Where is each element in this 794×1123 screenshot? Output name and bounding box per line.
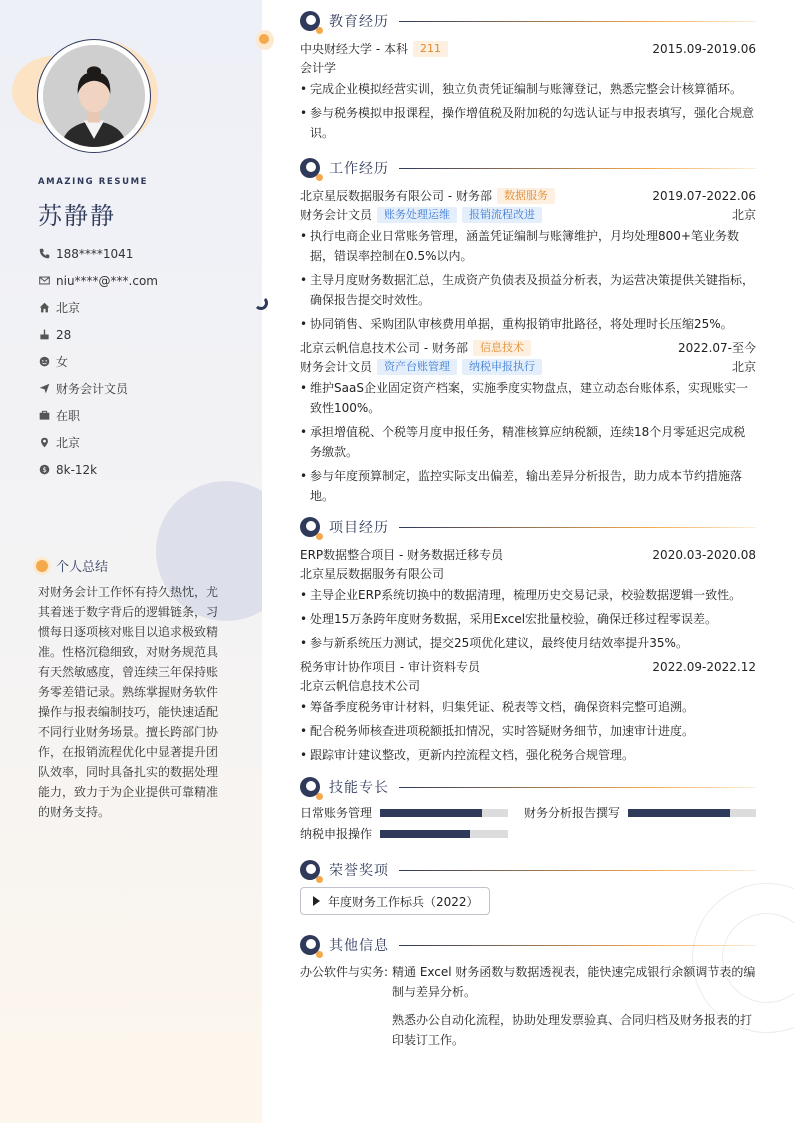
location-icon bbox=[38, 437, 50, 449]
skill-bar bbox=[380, 830, 508, 838]
send-icon bbox=[38, 383, 50, 395]
other-info bbox=[300, 962, 756, 1058]
info-text: niu****@***.com bbox=[56, 273, 158, 288]
section-icon bbox=[300, 777, 320, 797]
info-gender bbox=[38, 348, 158, 375]
other-label: 办公软件与实务: bbox=[300, 965, 389, 979]
company-name: 北京星辰数据服务有限公司 - 财务部 bbox=[300, 189, 492, 203]
skill-name: 财务分析报告撰写 bbox=[524, 806, 621, 820]
info-text: 188****1041 bbox=[56, 246, 134, 261]
major-row bbox=[300, 58, 756, 77]
major: 会计学 bbox=[300, 61, 337, 75]
project-name: 税务审计协作项目 - 审计资料专员 bbox=[300, 660, 480, 674]
list-item: • 主导企业ERP系统切换中的数据清理，梳理历史交易记录，校验数据逻辑一致性。 bbox=[300, 585, 756, 605]
section-icon bbox=[300, 935, 320, 955]
section-heading bbox=[300, 10, 756, 32]
salary-icon bbox=[38, 464, 50, 476]
section-divider bbox=[399, 527, 756, 528]
skill-level-fill bbox=[380, 830, 470, 838]
education-row bbox=[300, 39, 756, 58]
list-item: • 主导月度财务数据汇总，生成资产负债表及损益分析表，为运营决策提供关键指标，确保报告提交时效性。 bbox=[300, 270, 756, 310]
skill-item bbox=[300, 804, 524, 821]
role-tag: 报销流程改进 bbox=[462, 207, 542, 223]
section-icon bbox=[300, 158, 320, 178]
decorative-dot bbox=[256, 30, 274, 50]
skills-grid bbox=[300, 804, 756, 842]
play-triangle-icon bbox=[313, 896, 320, 906]
job-bullets bbox=[300, 226, 756, 334]
skill-item bbox=[300, 825, 524, 842]
info-text: 财务会计文员 bbox=[56, 382, 129, 396]
other-section bbox=[300, 934, 756, 1058]
section-title: 项目经历 bbox=[329, 520, 389, 536]
info-city bbox=[38, 294, 158, 321]
skill-name: 日常账务管理 bbox=[300, 806, 373, 820]
info-text: 北京 bbox=[56, 436, 81, 450]
project-header bbox=[300, 657, 756, 676]
skill-level-fill bbox=[628, 809, 730, 817]
industry-tag: 数据服务 bbox=[497, 188, 555, 204]
mail-icon bbox=[38, 275, 50, 287]
section-title: 教育经历 bbox=[329, 14, 389, 30]
avatar-frame bbox=[37, 39, 151, 153]
other-paragraph: 精通 Excel 财务函数与数据透视表，能快速完成银行余额调节表的编制与差异分析。 bbox=[392, 965, 756, 999]
svg-text:$: $ bbox=[41, 465, 47, 474]
projects-section bbox=[300, 516, 756, 769]
phone-icon bbox=[38, 248, 50, 260]
role-tag: 账务处理运维 bbox=[377, 207, 457, 223]
skill-name: 纳税申报操作 bbox=[300, 827, 373, 841]
section-divider bbox=[399, 787, 756, 788]
bullet-dot-icon bbox=[36, 560, 48, 572]
skill-bar bbox=[380, 809, 508, 817]
info-status bbox=[38, 402, 158, 429]
education-section bbox=[300, 10, 756, 147]
section-title: 荣誉奖项 bbox=[329, 863, 389, 879]
project-bullets bbox=[300, 585, 756, 653]
project-header bbox=[300, 545, 756, 564]
skills-section bbox=[300, 776, 756, 842]
job-city: 北京 bbox=[731, 208, 756, 222]
section-heading bbox=[300, 776, 756, 798]
work-section bbox=[300, 157, 756, 510]
list-item: • 参与税务模拟申报课程，操作增值税及附加税的勾选认证与申报表填写，强化合规意识。 bbox=[300, 103, 756, 143]
summary-heading bbox=[36, 556, 108, 575]
contact-info-list bbox=[38, 240, 158, 483]
summary-title: 个人总结 bbox=[56, 560, 109, 575]
section-heading bbox=[300, 157, 756, 179]
list-item: • 参与新系统压力测试，提交25项优化建议，最终使月结效率提升35%。 bbox=[300, 633, 756, 653]
list-item: • 跟踪审计建议整改，更新内控流程文档，强化税务合规管理。 bbox=[300, 745, 756, 765]
section-icon bbox=[300, 517, 320, 537]
section-divider bbox=[399, 870, 756, 871]
list-item: • 承担增值税、个税等月度申报任务，精准核算应纳税额，连续18个月零延迟完成税务缴款。 bbox=[300, 422, 756, 462]
section-icon bbox=[300, 860, 320, 880]
section-icon bbox=[300, 11, 320, 31]
section-heading bbox=[300, 934, 756, 956]
info-text: 8k-12k bbox=[56, 462, 98, 477]
project-name: ERP数据整合项目 - 财务数据迁移专员 bbox=[300, 548, 504, 562]
list-item: • 完成企业模拟经营实训，独立负责凭证编制与账簿登记，熟悉完整会计核算循环。 bbox=[300, 79, 756, 99]
job-date: 2019.07-2022.06 bbox=[652, 188, 756, 203]
list-item: • 配合税务师核查进项税额抵扣情况，实时答疑财务细节，加速审计进度。 bbox=[300, 721, 756, 741]
project-bullets bbox=[300, 697, 756, 765]
job-header bbox=[300, 338, 756, 357]
job-role-row bbox=[300, 357, 756, 376]
info-text: 女 bbox=[56, 355, 69, 369]
cake-icon bbox=[38, 329, 50, 341]
decorative-arc bbox=[254, 296, 268, 310]
role-tag: 资产台账管理 bbox=[377, 359, 457, 375]
briefcase-icon bbox=[38, 410, 50, 422]
summary-text: 对财务会计工作怀有持久热忱，尤其着迷于数字背后的逻辑链条，习惯每日逐项核对账目以追求极致精准。性格沉稳细致，对财务规范具有天然敏感度，曾连续三年保持账务零差错记录。熟练掌握财务软件操作与报表编制技巧，能快速适配不同行业财务场景。擅长跨部门协作，在报销流程优化中显著提升团队效率，同时具备扎实的数据处理能力，致力于为企业提供可靠精准的财务支持。 bbox=[38, 585, 219, 819]
school-name: 中央财经大学 - 本科 bbox=[300, 42, 408, 56]
section-heading bbox=[300, 859, 756, 881]
avatar bbox=[43, 45, 145, 147]
info-email bbox=[38, 267, 158, 294]
info-position bbox=[38, 375, 158, 402]
info-text: 28 bbox=[56, 327, 72, 342]
list-item: • 参与年度预算制定，监控实际支出偏差，输出差异分析报告，助力成本节约措施落地。 bbox=[300, 466, 756, 506]
list-item: • 处理15万条跨年度财务数据，采用Excel宏批量校验，确保迁移过程零误差。 bbox=[300, 609, 756, 629]
info-location bbox=[38, 429, 158, 456]
portrait-icon bbox=[43, 45, 145, 147]
section-title: 工作经历 bbox=[329, 161, 389, 177]
skill-level-fill bbox=[380, 809, 482, 817]
section-title: 技能专长 bbox=[329, 780, 389, 796]
project-date: 2022.09-2022.12 bbox=[652, 659, 756, 674]
project-company: 北京星辰数据服务有限公司 bbox=[300, 567, 445, 581]
list-item: • 协同销售、采购团队审核费用单据，重构报销审批路径，将处理时长压缩25%。 bbox=[300, 314, 756, 334]
education-date: 2015.09-2019.06 bbox=[652, 41, 756, 56]
section-heading bbox=[300, 516, 756, 538]
other-paragraph: 熟悉办公自动化流程，协助处理发票验真、合同归档及财务报表的打印装订工作。 bbox=[392, 1013, 753, 1047]
sidebar bbox=[0, 0, 262, 1123]
award-text: 年度财务工作标兵（2022） bbox=[328, 894, 479, 909]
section-divider bbox=[399, 168, 756, 169]
job-bullets bbox=[300, 378, 756, 506]
section-divider bbox=[399, 21, 756, 22]
skill-bar bbox=[628, 809, 756, 817]
industry-tag: 信息技术 bbox=[473, 340, 531, 356]
section-divider bbox=[399, 945, 756, 946]
job-role: 财务会计文员 bbox=[300, 208, 373, 222]
job-role-row bbox=[300, 205, 756, 224]
role-tag: 纳税申报执行 bbox=[462, 359, 542, 375]
job-date: 2022.07-至今 bbox=[678, 341, 756, 355]
company-name: 北京云帆信息技术公司 - 财务部 bbox=[300, 341, 468, 355]
skill-item bbox=[524, 804, 756, 821]
project-date: 2020.03-2020.08 bbox=[652, 547, 756, 562]
school-tag: 211 bbox=[413, 41, 448, 57]
project-company-row bbox=[300, 564, 756, 583]
awards-section bbox=[300, 859, 756, 915]
section-title: 其他信息 bbox=[329, 938, 389, 954]
candidate-name: 苏静静 bbox=[38, 202, 116, 230]
job-role: 财务会计文员 bbox=[300, 360, 373, 374]
gender-icon bbox=[38, 356, 50, 368]
other-body bbox=[392, 962, 756, 1058]
info-text: 在职 bbox=[56, 409, 81, 423]
list-item: • 维护SaaS企业固定资产档案，实施季度实物盘点，建立动态台账体系，实现账实一致性100%。 bbox=[300, 378, 756, 418]
tagline: AMAZING RESUME bbox=[38, 177, 149, 187]
list-item: • 执行电商企业日常账务管理，涵盖凭证编制与账簿维护，月均处理800+笔业务数据，错误率控制在0.5%以内。 bbox=[300, 226, 756, 266]
education-bullets bbox=[300, 79, 756, 143]
project-company-row bbox=[300, 676, 756, 695]
info-salary bbox=[38, 456, 158, 483]
info-phone bbox=[38, 240, 158, 267]
info-text: 北京 bbox=[56, 301, 81, 315]
job-header bbox=[300, 186, 756, 205]
home-icon bbox=[38, 302, 50, 314]
project-company: 北京云帆信息技术公司 bbox=[300, 679, 421, 693]
info-age bbox=[38, 321, 158, 348]
job-city: 北京 bbox=[731, 360, 756, 374]
award-item bbox=[300, 887, 490, 915]
list-item: • 筹备季度税务审计材料，归集凭证、税表等文档，确保资料完整可追溯。 bbox=[300, 697, 756, 717]
